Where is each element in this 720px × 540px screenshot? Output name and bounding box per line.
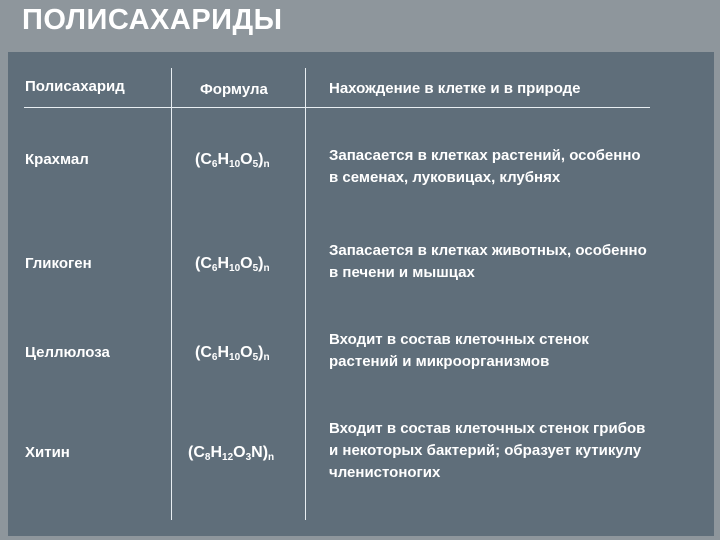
row-2-name: Гликоген (25, 255, 92, 272)
row-1-location: Запасается в клетках растений, особенно в семенах, луковицах, клубнях (329, 147, 641, 186)
header-name: Полисахарид (25, 78, 125, 95)
row-3-formula: $(C_6H_{10}O_5)_n$ (195, 344, 270, 363)
row-4-name: Хитин (25, 444, 70, 461)
header-location: Нахождение в клетке и в природе (329, 80, 581, 97)
row-1-name: Крахмал (25, 151, 89, 168)
row-3-name: Целлюлоза (25, 344, 110, 361)
row-4-location: Входит в состав клеточных стенок грибов и некоторых бактерий; образует кутикулу членистоногих (329, 420, 646, 481)
row-4-formula: $(C_8H_{12}O_3N)_n$ (188, 444, 275, 463)
slide-title: ПОЛИСАХАРИДЫ (22, 4, 283, 36)
row-1-formula: $(C_6H_{10}O_5)_n$ (195, 151, 270, 170)
row-2-formula: $(C_6H_{10}O_5)_n$ (195, 255, 270, 274)
header-formula: Формула (200, 81, 268, 98)
column-divider-2 (305, 68, 306, 520)
table-panel (8, 52, 714, 536)
row-2-location: Запасается в клетках животных, особенно в печени и мышцах (329, 242, 647, 281)
column-divider-1 (171, 68, 172, 520)
row-3-location: Входит в состав клеточных стенок растений и микроорганизмов (329, 331, 589, 370)
header-underline (24, 107, 650, 108)
